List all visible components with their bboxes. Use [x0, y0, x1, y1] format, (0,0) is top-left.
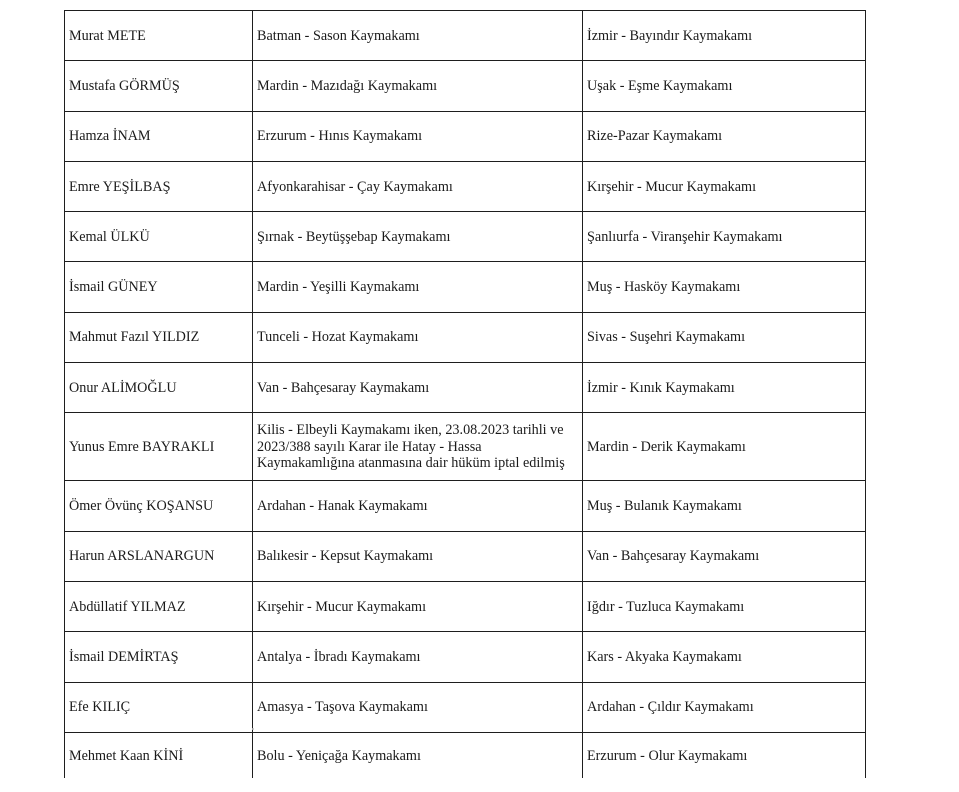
current-post-cell: Amasya - Taşova Kaymakamı	[253, 682, 583, 732]
current-post-cell: Balıkesir - Kepsut Kaymakamı	[253, 531, 583, 581]
table-row	[65, 413, 866, 481]
name-cell: İsmail DEMİRTAŞ	[65, 632, 253, 682]
table-row	[65, 682, 866, 732]
table-row	[65, 61, 866, 111]
table-row	[65, 212, 866, 262]
name-cell: Mahmut Fazıl YILDIZ	[65, 312, 253, 362]
table-row	[65, 11, 866, 61]
name-cell: Ömer Övünç KOŞANSU	[65, 481, 253, 531]
current-post-cell: Van - Bahçesaray Kaymakamı	[253, 363, 583, 413]
name-cell: İsmail GÜNEY	[65, 262, 253, 312]
new-post-cell: Rize-Pazar Kaymakamı	[583, 111, 866, 161]
name-cell: Hamza İNAM	[65, 111, 253, 161]
name-cell: Mehmet Kaan KİNİ	[65, 732, 253, 778]
table-row	[65, 581, 866, 631]
document-sheet	[64, 10, 865, 778]
new-post-cell: Muş - Bulanık Kaymakamı	[583, 481, 866, 531]
current-post-cell: Mardin - Yeşilli Kaymakamı	[253, 262, 583, 312]
name-cell: Kemal ÜLKÜ	[65, 212, 253, 262]
new-post-cell: Muş - Hasköy Kaymakamı	[583, 262, 866, 312]
current-post-cell: Şırnak - Beytüşşebap Kaymakamı	[253, 212, 583, 262]
new-post-cell: Kırşehir - Mucur Kaymakamı	[583, 161, 866, 211]
new-post-cell: Kars - Akyaka Kaymakamı	[583, 632, 866, 682]
current-post-cell: Erzurum - Hınıs Kaymakamı	[253, 111, 583, 161]
name-cell: Mustafa GÖRMÜŞ	[65, 61, 253, 111]
current-post-cell: Kırşehir - Mucur Kaymakamı	[253, 581, 583, 631]
appointment-table	[64, 10, 866, 778]
current-post-cell: Bolu - Yeniçağa Kaymakamı	[253, 732, 583, 778]
new-post-cell: Van - Bahçesaray Kaymakamı	[583, 531, 866, 581]
new-post-cell: Uşak - Eşme Kaymakamı	[583, 61, 866, 111]
new-post-cell: İzmir - Bayındır Kaymakamı	[583, 11, 866, 61]
name-cell: Yunus Emre BAYRAKLI	[65, 413, 253, 481]
name-cell: Harun ARSLANARGUN	[65, 531, 253, 581]
current-post-cell: Kilis - Elbeyli Kaymakamı iken, 23.08.2023 tarihli ve 2023/388 sayılı Karar ile Hatay - Hassa Kaymakamlığına atanmasına dair hüküm iptal edilmiş	[253, 413, 583, 481]
new-post-cell: Sivas - Suşehri Kaymakamı	[583, 312, 866, 362]
new-post-cell: Iğdır - Tuzluca Kaymakamı	[583, 581, 866, 631]
new-post-cell: İzmir - Kınık Kaymakamı	[583, 363, 866, 413]
name-cell: Efe KILIÇ	[65, 682, 253, 732]
new-post-cell: Mardin - Derik Kaymakamı	[583, 413, 866, 481]
current-post-cell: Batman - Sason Kaymakamı	[253, 11, 583, 61]
table-row	[65, 632, 866, 682]
new-post-cell: Şanlıurfa - Viranşehir Kaymakamı	[583, 212, 866, 262]
name-cell: Murat METE	[65, 11, 253, 61]
table-row	[65, 161, 866, 211]
table-row	[65, 531, 866, 581]
scan-speck	[252, 728, 254, 730]
new-post-cell: Ardahan - Çıldır Kaymakamı	[583, 682, 866, 732]
table-row	[65, 111, 866, 161]
current-post-cell: Ardahan - Hanak Kaymakamı	[253, 481, 583, 531]
new-post-cell: Erzurum - Olur Kaymakamı	[583, 732, 866, 778]
current-post-cell: Antalya - İbradı Kaymakamı	[253, 632, 583, 682]
table-row	[65, 262, 866, 312]
name-cell: Emre YEŞİLBAŞ	[65, 161, 253, 211]
table-row	[65, 732, 866, 778]
name-cell: Onur ALİMOĞLU	[65, 363, 253, 413]
table-row	[65, 481, 866, 531]
current-post-cell: Mardin - Mazıdağı Kaymakamı	[253, 61, 583, 111]
table-row	[65, 312, 866, 362]
name-cell: Abdüllatif YILMAZ	[65, 581, 253, 631]
table-row	[65, 363, 866, 413]
current-post-cell: Tunceli - Hozat Kaymakamı	[253, 312, 583, 362]
current-post-cell: Afyonkarahisar - Çay Kaymakamı	[253, 161, 583, 211]
